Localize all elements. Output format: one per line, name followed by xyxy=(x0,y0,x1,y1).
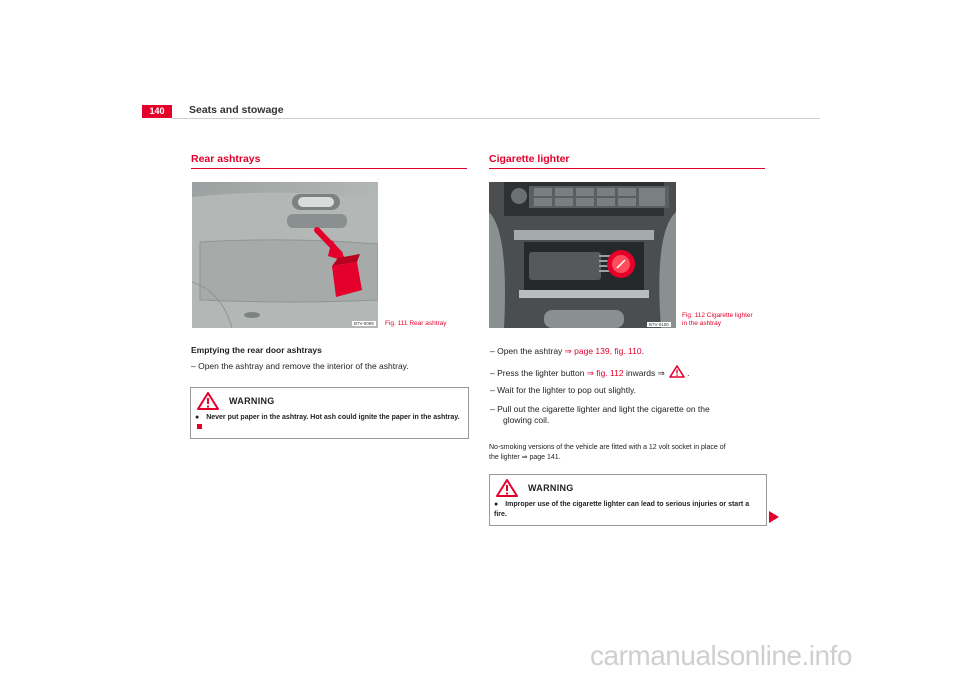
warning-message: Never put paper in the ashtray. Hot ash could ignite the paper in the ashtray. xyxy=(206,414,460,421)
step-open-ashtray: – Open the ashtray and remove the interior of the ashtray. xyxy=(191,361,409,371)
step-text: glowing coil. xyxy=(503,415,550,425)
figure-code: B7V-0099 xyxy=(354,321,374,326)
subheading-emptying: Emptying the rear door ashtrays xyxy=(191,345,322,355)
step-text: – Open the ashtray xyxy=(490,346,565,356)
link-page-139[interactable]: ⇒ page 139, fig. 110 xyxy=(564,346,642,356)
warning-text xyxy=(494,500,762,519)
warning-title: WARNING xyxy=(229,396,275,406)
warning-message: Improper use of the cigarette lighter can lead to serious injuries or start a fire. xyxy=(494,501,750,518)
step-text: – Pull out the cigarette lighter and light the cigarette on the xyxy=(490,404,710,414)
figure-rear-ashtray xyxy=(192,182,378,328)
lighter-illustration xyxy=(489,182,676,328)
door-ashtray-illustration xyxy=(192,182,378,328)
header-divider xyxy=(172,118,820,119)
step-pull-out xyxy=(490,404,710,426)
warning-title: WARNING xyxy=(528,483,574,493)
note-no-smoking xyxy=(489,443,726,462)
page-number: 140 xyxy=(142,105,172,118)
step-text: . xyxy=(687,368,690,378)
warning-triangle-icon xyxy=(197,392,219,410)
continue-arrow-icon xyxy=(768,510,780,524)
end-marker-icon xyxy=(197,424,202,429)
warning-text xyxy=(195,413,465,432)
step-text: . xyxy=(641,346,644,356)
section-rule xyxy=(489,168,765,169)
step-wait: – Wait for the lighter to pop out slightly. xyxy=(490,385,636,395)
note-text: No-smoking versions of the vehicle are fitted with a 12 volt socket in place of xyxy=(489,444,726,451)
section-heading-cigarette-lighter: Cigarette lighter xyxy=(489,153,570,165)
watermark: carmanualsonline.info xyxy=(590,640,852,671)
step-press-button xyxy=(490,365,690,379)
section-rule xyxy=(191,168,467,169)
warning-bullet: ● xyxy=(494,501,499,508)
warning-triangle-icon xyxy=(496,479,518,497)
link-fig-112[interactable]: ⇒ fig. 112 xyxy=(586,368,624,378)
page-title: Seats and stowage xyxy=(189,104,284,116)
figure-code: B7V-0100 xyxy=(649,322,669,327)
figure-caption xyxy=(682,312,753,328)
warning-box xyxy=(190,387,469,439)
figure-caption-line2: in the ashtray xyxy=(682,320,722,327)
warning-bullet: ● xyxy=(195,414,200,421)
warning-box xyxy=(489,474,767,526)
figure-cigarette-lighter xyxy=(489,182,676,328)
section-heading-rear-ashtrays: Rear ashtrays xyxy=(191,153,261,165)
note-text: the lighter ⇒ page 141. xyxy=(489,453,561,461)
step-text: inwards ⇒ xyxy=(623,368,668,378)
step-text: – Press the lighter button xyxy=(490,368,587,378)
figure-caption-line1: Fig. 112 Cigarette lighter xyxy=(682,312,753,319)
warning-triangle-icon xyxy=(669,365,685,378)
figure-caption: Fig. 111 Rear ashtray xyxy=(385,320,447,327)
step-open-ashtray xyxy=(490,346,644,357)
